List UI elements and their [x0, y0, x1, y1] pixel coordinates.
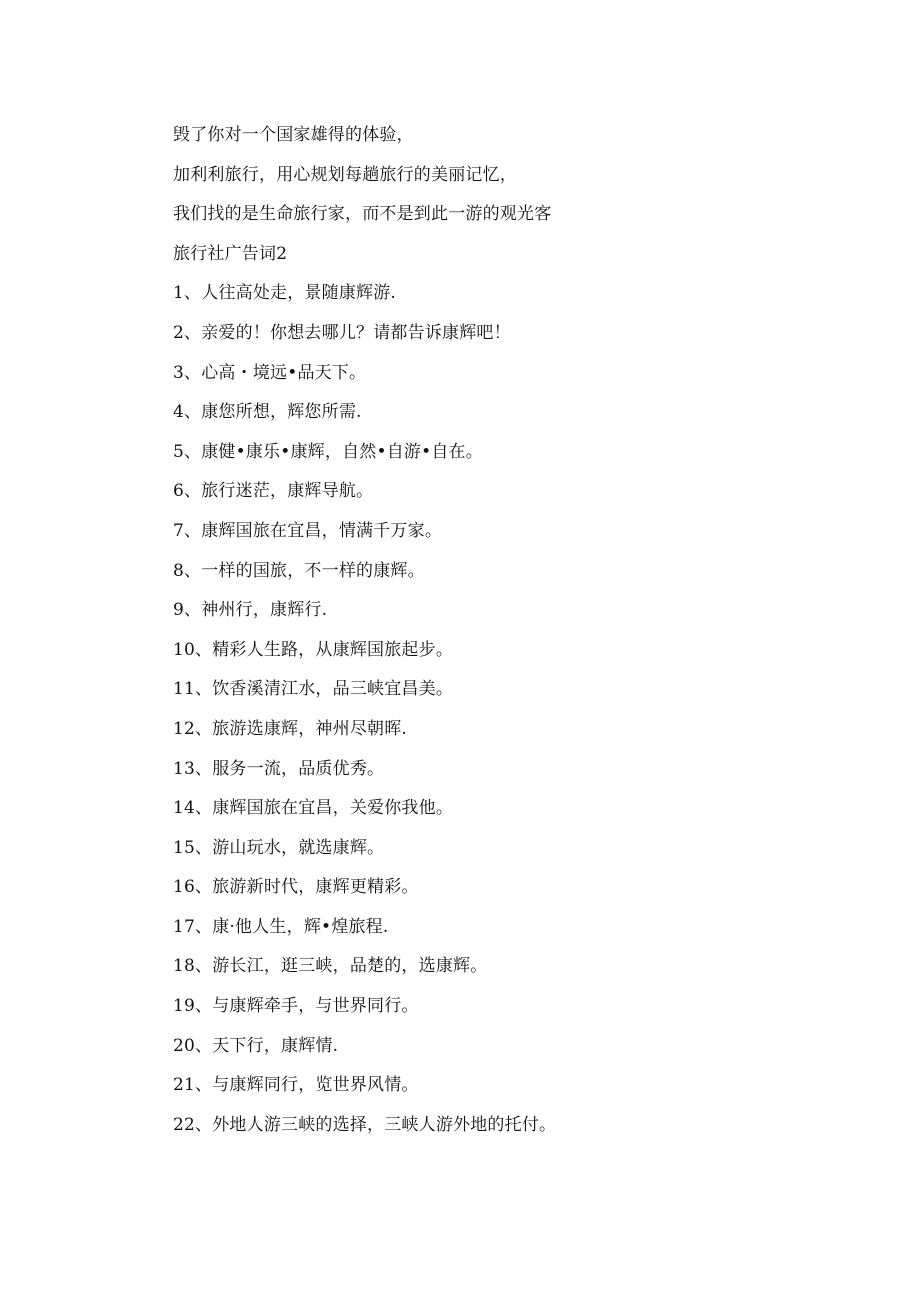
- slogan-item: 21、与康辉同行，览世界风情。: [173, 1075, 419, 1096]
- slogan-item: 10、精彩人生路，从康辉国旅起步。: [173, 639, 454, 660]
- slogan-item: 8、一样的国旅，不一样的康辉。: [173, 560, 425, 581]
- slogan-item: 17、康·他人生，辉•煌旅程.: [173, 916, 389, 937]
- slogan-item: 5、康健•康乐•康辉，自然•自游•自在。: [173, 441, 483, 462]
- slogan-item: 3、心高・境远•品天下。: [173, 362, 367, 383]
- slogan-item: 20、天下行，康辉情.: [173, 1035, 339, 1056]
- slogan-item: 4、康您所想，辉您所需.: [173, 402, 362, 423]
- section-heading: 旅行社广告词2: [173, 243, 288, 264]
- slogan-item: 7、康辉国旅在宜昌，情满千万家。: [173, 520, 443, 541]
- slogan-item: 11、饮香溪清江水，品三峡宜昌美。: [173, 679, 454, 700]
- intro-line-1: 毁了你对一个国家雄得的体验，: [173, 125, 414, 145]
- slogan-item: 6、旅行迷茫，康辉导航。: [173, 481, 374, 502]
- slogan-item: 18、游长江，逛三峡，品楚的，选康辉。: [173, 956, 488, 977]
- slogan-item: 9、神州行，康辉行.: [173, 600, 328, 621]
- slogan-item: 14、康辉国旅在宜昌，关爱你我他。: [173, 798, 454, 819]
- slogan-item: 19、与康辉牵手，与世界同行。: [173, 996, 419, 1017]
- slogan-item: 1、人往高处走，景随康辉游.: [173, 283, 397, 304]
- slogan-item: 22、外地人游三峡的选择，三峡人游外地的托付。: [173, 1114, 557, 1135]
- document-body: [173, 116, 873, 1145]
- slogan-item: 2、亲爱的！你想去哪儿？请都告诉康辉吧！: [173, 322, 511, 343]
- slogan-item: 13、服务一流，品质优秀。: [173, 758, 385, 779]
- intro-line-3: 我们找的是生命旅行家，而不是到此一游的观光客: [173, 204, 552, 225]
- slogan-item: 15、游山玩水，就选康辉。: [173, 837, 385, 858]
- slogan-item: 12、旅游选康辉，神州尽朝晖.: [173, 718, 408, 739]
- slogan-item: 16、旅游新时代，康辉更精彩。: [173, 877, 419, 898]
- intro-line-2: 加利利旅行，用心规划每趟旅行的美丽记忆，: [173, 164, 517, 185]
